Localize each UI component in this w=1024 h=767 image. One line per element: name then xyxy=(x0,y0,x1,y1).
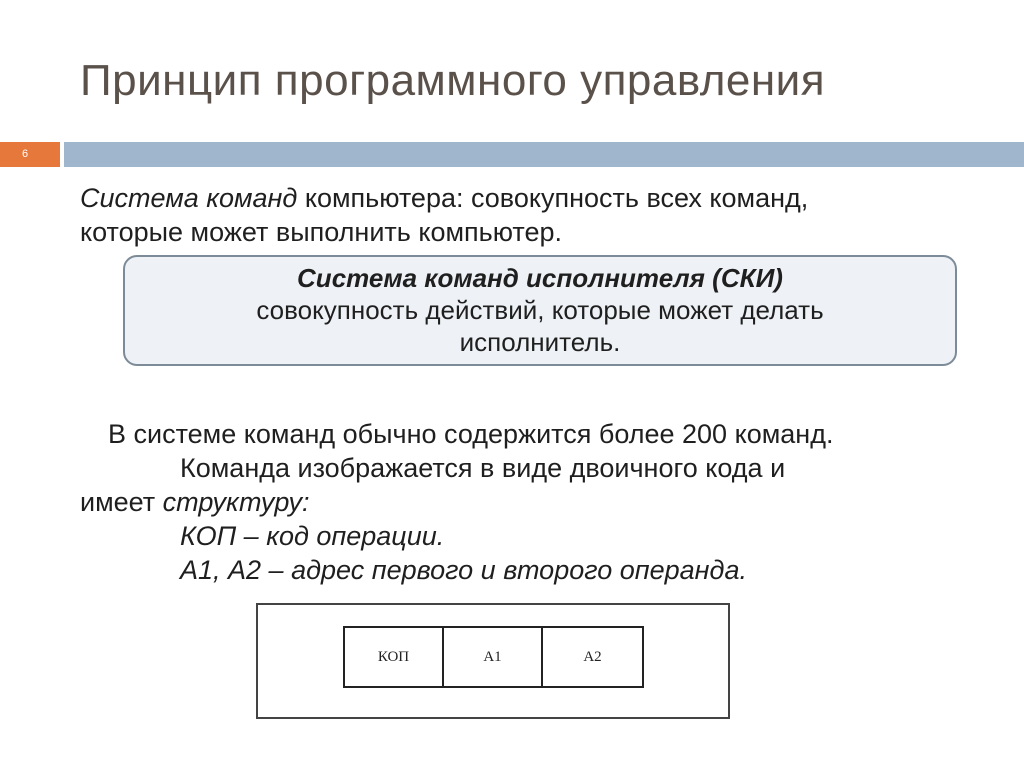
body-line-3-italic: структуру: xyxy=(162,487,310,517)
intro-line-2: которые может выполнить компьютер. xyxy=(80,217,562,247)
ski-box-definition-1: совокупность действий, которые может делать xyxy=(256,295,824,325)
body-line-4 xyxy=(180,521,444,552)
page-number-badge: 6 xyxy=(0,142,60,167)
structure-cell-kop: КОП xyxy=(345,628,444,686)
body-line-5 xyxy=(180,555,747,586)
kop-definition: КОП – код операции. xyxy=(180,521,445,551)
body-line-3-prefix: имеет xyxy=(80,487,163,517)
intro-term: Система команд xyxy=(80,183,298,213)
intro-line-1-rest: компьютера: совокупность всех команд, xyxy=(297,183,809,213)
structure-cell-a2: А2 xyxy=(583,648,602,665)
address-definition: А1, А2 – адрес первого и второго операнда. xyxy=(180,555,747,585)
intro-line-1 xyxy=(80,183,808,214)
body-line-3 xyxy=(80,487,310,518)
slide-title: Принцип программного управления xyxy=(80,56,826,105)
body-line-2: Команда изображается в виде двоичного кода и xyxy=(180,453,786,483)
structure-cell-a1: А1 xyxy=(444,628,543,686)
ski-definition-box xyxy=(123,255,957,366)
ski-box-definition-2: исполнитель. xyxy=(459,327,621,357)
body-line-1: В системе команд обычно содержится более 200 команд. xyxy=(108,419,834,449)
title-divider-bar xyxy=(64,142,1024,167)
command-structure-table xyxy=(343,626,644,688)
ski-box-title: Система команд исполнителя (СКИ) xyxy=(297,263,783,293)
